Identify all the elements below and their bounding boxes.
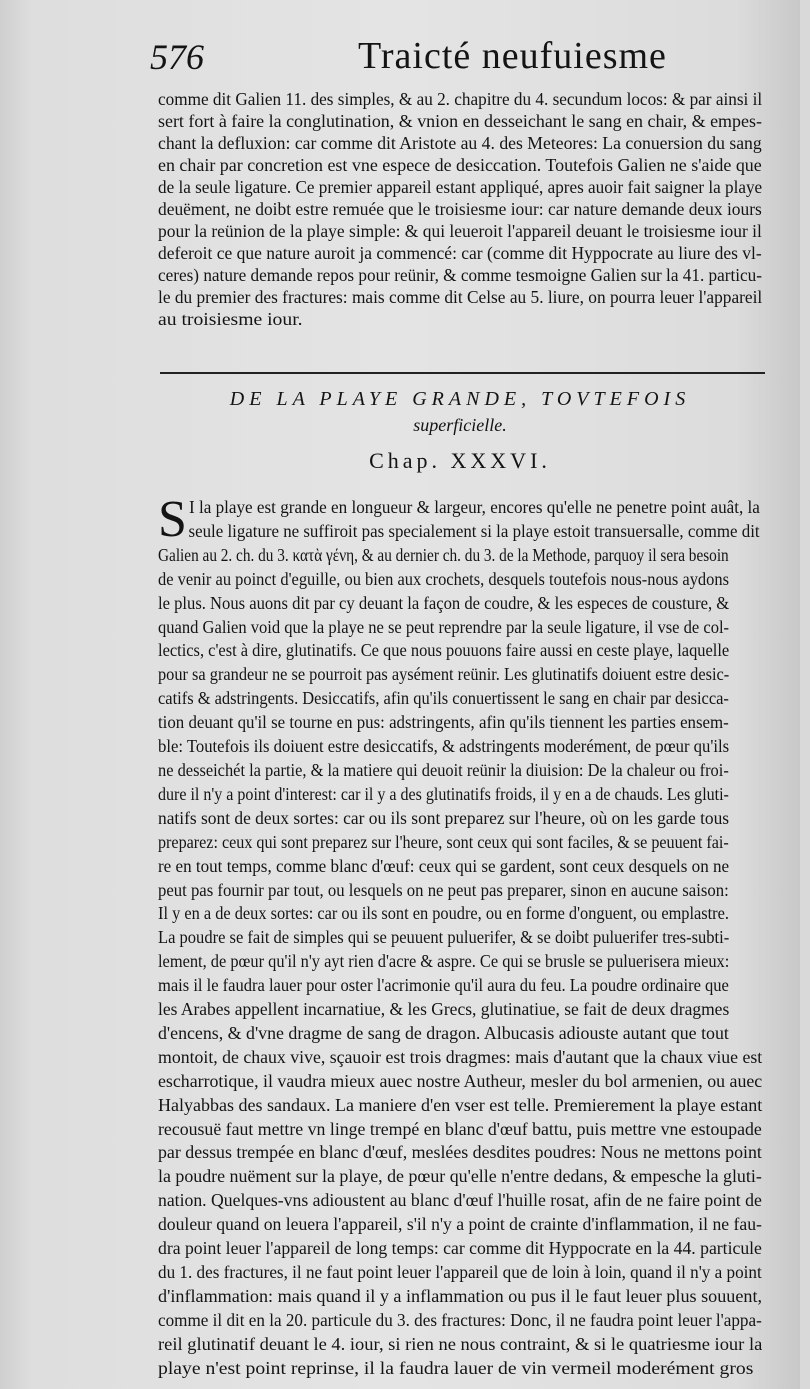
text-line: douleur quand on leuera l'appareil, s'il n'y a point de crainte d'inflammation, il ne fau- [158, 1214, 762, 1235]
text-line: nation. Quelques-vns adioustent au blanc d'œuf l'huille rosat, afin de ne faire point de [158, 1190, 762, 1211]
text-line: tion deuant qu'il se tourne en pus: adstringents, afin qu'ils tiennent les parties ensem- [158, 712, 729, 733]
page-header [150, 34, 770, 82]
text-line: en chair par concretion est vne espece de desiccation. Toutefois Galien ne s'aide que [158, 155, 762, 175]
text-line: peut pas fournir par tout, ou lesquels on ne peut pas preparer, sinon en aucune saison: [158, 879, 729, 900]
text-line: preparez: ceux qui sont preparez sur l'heure, sont ceux qui sont faciles, & se peuuent fai- [158, 831, 729, 852]
text-line: dra point leuer l'appareil de long temps: car comme dit Hyppocrate en la 44. particule [158, 1238, 762, 1259]
text-line: playe n'est point reprinse, il la faudra lauer de vin vermeil moderément gros [158, 1357, 754, 1378]
chapter-title: DE LA PLAYE GRANDE, TOVTEFOIS [229, 388, 691, 410]
text-line: Galien au 2. ch. du 3. κατὰ γένη, & au dernier ch. du 3. de la Methode, parquoy il sera besoin [158, 544, 729, 565]
text-line: ne desseichét la partie, & la matiere qui deuoit reünir la diuision: De la chaleur ou froi- [158, 759, 729, 780]
text-line: la poudre nuëment sur la playe, de pœur qu'elle n'entre dedans, & empesche la gluti- [158, 1166, 762, 1187]
text-line: par dessus trempée en blanc d'œuf, meslées desdites poudres: Nous ne mettons point [158, 1142, 762, 1163]
text-line: de la seule ligature. Ce premier appareil estant appliqué, apres auoir fait saigner la playe [158, 177, 763, 197]
running-title: Traicté neufuiesme [358, 35, 667, 77]
chapter-number: Chap. XXXVI. [369, 448, 551, 473]
text-line: recousuë faut mettre vn linge trempé en blanc d'œuf battu, puis mettre vne estoupade [158, 1118, 762, 1139]
text-line: natifs sont de deux sortes: car ou ils sont preparez sur l'heure, où on les garde tous [158, 807, 730, 828]
text-line: lement, de pœur qu'il n'y ayt rien d'acre & aspre. Ce qui se brusle se puluerisera mieux: [158, 951, 730, 972]
text-line: de venir au poinct d'eguille, ou bien aux crochets, desquels toutefois nous-nous aydons [158, 568, 729, 589]
text-line: le plus. Nous auons dit par cy deuant la façon de coudre, & les especes de cousture, & [158, 592, 730, 613]
chapter-heading [158, 386, 762, 438]
text-line: La poudre se fait de simples qui se peuuent puluerifer, & se doibt puluerifer tres-subti- [158, 927, 730, 948]
text-line: d'encens, & d'vne dragme de sang de dragon. Albucasis adiouste autant que tout [158, 1022, 729, 1043]
text-line: les Arabes appellent incarnatiue, & les Grecs, glutinatiue, se fait de deux dragmes [158, 999, 730, 1020]
text-line: ceres) nature demande repos pour reünir, & comme tesmoigne Galien sur la 41. particu- [158, 265, 762, 285]
text-line: au troisiesme iour. [158, 309, 303, 329]
section-divider [160, 372, 765, 374]
continued-paragraph [158, 88, 762, 330]
chapter-subtitle: superficielle. [413, 415, 507, 435]
text-line: quand Galien void que la playe ne se peut reprendre par la seule ligature, il vse de col- [158, 616, 730, 637]
text-line: dure il n'y a point d'interest: car il y a des glutinatifs froids, il y en a de chauds. Les gluti- [158, 783, 729, 804]
text-line: comme dit Galien 11. des simples, & au 2. chapitre du 4. secundum locos: & par ainsi il [158, 89, 763, 109]
text-line: seule ligature ne suffiroit pas specialement si la playe estoit transuersalle, comme dit [188, 520, 760, 541]
text-line: comme il dit en la 20. particule du 3. des fractures: Donc, il ne faudra point leuer l'appa- [158, 1309, 762, 1330]
text-line: du 1. des fractures, il ne faut point leuer l'appareil que de loin à loin, quand il n'y a point [158, 1262, 762, 1282]
text-line: re en tout temps, comme blanc d'œuf: ceux qui se gardent, sont ceux desquels on ne [158, 855, 730, 876]
text-line: deuëment, ne doibt estre remuée que le troisiesme iour: car nature demande deux iours [158, 199, 762, 219]
text-line: mais il le faudra lauer pour oster l'acrimonie qu'il aura du feu. La poudre ordinaire que [158, 975, 729, 996]
text-line: I la playe est grande en longueur & largeur, encores qu'elle ne penetre point auât, la [188, 497, 760, 517]
text-line: ble: Toutefois ils doiuent estre desiccatifs, & adstringents moderément, de pœur qu'ils [158, 736, 730, 757]
text-line: catifs & adstringents. Desiccatifs, afin qu'ils conuertissent le sang en chair par desicca- [158, 688, 729, 709]
text-line: chant la defluxion: car comme dit Aristote au 4. des Meteores: La conuersion du sang [158, 133, 762, 153]
text-line: le du premier des fractures: mais comme dit Celse au 5. liure, on pourra leuer l'appareil [158, 287, 763, 307]
text-line: lectics, c'est à dire, glutinatifs. Ce que nous pouuons faire aussi en ceste playe, laquelle [158, 640, 730, 661]
text-line: d'inflammation: mais quand il y a inflammation ou pus il le faut leuer plus souuent, [158, 1285, 763, 1306]
chapter-body [158, 491, 763, 1381]
text-line: pour sa grandeur ne se pourroit pas aysément reünir. Les glutinatifs doiuent estre desic- [158, 664, 730, 685]
text-line: pour la reünion de la playe simple: & qui leueroit l'appareil deuant le troisiesme iour il [158, 221, 762, 241]
text-line: sert fort à faire la conglutination, & vnion en desseichant le sang en chair, & empes- [158, 111, 762, 131]
text-line: montoit, de chaux vive, sçauoir est trois dragmes: mais d'autant que la chaux viue est [158, 1046, 763, 1067]
text-line: escharrotique, il vaudra mieux auec nostre Autheur, mesler du bol armenien, ou auec [158, 1070, 763, 1091]
text-line: Halyabbas des sandaux. La maniere d'en vser est telle. Premierement la playe estant [158, 1094, 763, 1115]
page-number: 576 [150, 37, 204, 77]
text-line: deferoit ce que nature auroit ja commencé: car (comme dit Hyppocrate au liure des vl- [158, 243, 762, 263]
text-line: reil glutinatif deuant le 4. iour, si rien ne nous contraint, & si le quatriesme iour la [158, 1333, 763, 1354]
text-line: Il y en a de deux sortes: car ou ils sont en poudre, ou en forme d'onguent, ou emplastre. [158, 903, 729, 924]
drop-cap: S [158, 491, 187, 548]
